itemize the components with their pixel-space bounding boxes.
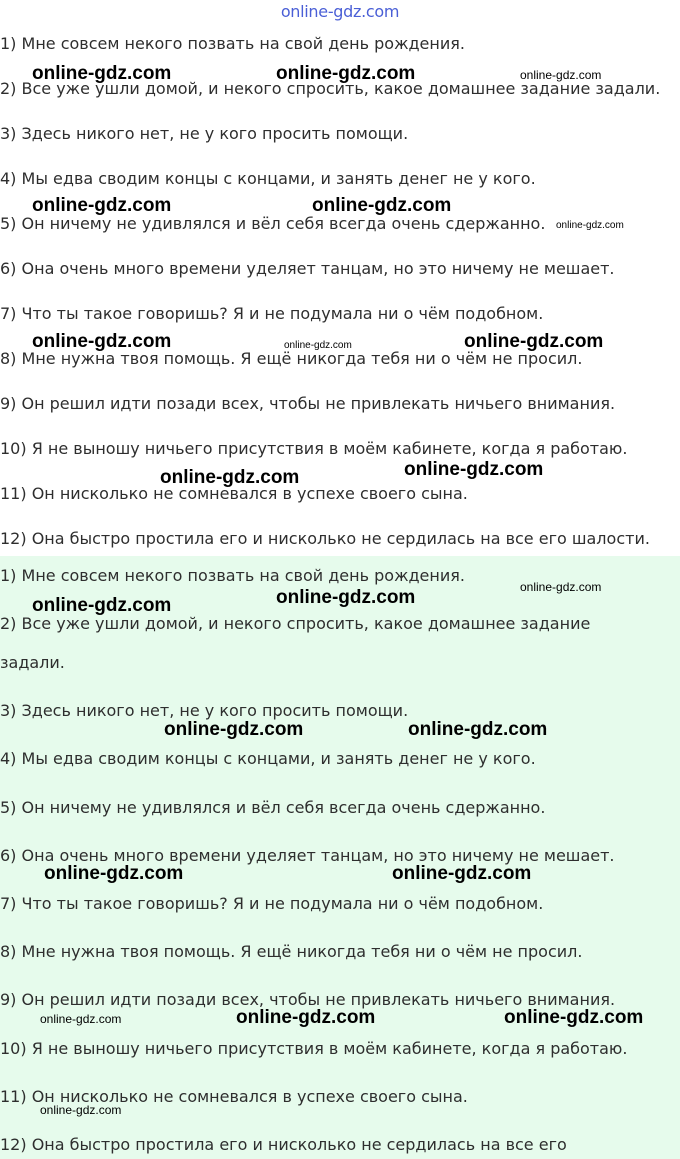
sentence-line: 2) Все уже ушли домой, и некого спросить, какое домашнее задание задали.: [0, 79, 661, 98]
watermark: online-gdz.com: [504, 1007, 644, 1028]
sentence-line: 10) Я не выношу ничьего присутствия в моём кабинете, когда я работаю.: [0, 1039, 628, 1058]
watermark: online-gdz.com: [40, 1103, 122, 1117]
sentence-line: 2) Все уже ушли домой, и некого спросить, какое домашнее задание: [0, 614, 591, 633]
watermark: online-gdz.com: [236, 1007, 376, 1028]
sentence-line: 1) Мне совсем некого позвать на свой день рождения.: [0, 34, 465, 53]
sentence-line: 10) Я не выношу ничьего присутствия в моём кабинете, когда я работаю.: [0, 439, 628, 458]
watermark: online-gdz.com: [164, 719, 304, 740]
sentence-line: 6) Она очень много времени уделяет танцам, но это ничему не мешает.: [0, 259, 615, 278]
watermark: online-gdz.com: [32, 331, 172, 352]
watermark: online-gdz.com: [32, 595, 172, 616]
sentence-line: задали.: [0, 653, 65, 672]
sentence-line: 7) Что ты такое говоришь? Я и не подумала ни о чём подобном.: [0, 894, 544, 913]
watermark: online-gdz.com: [408, 719, 548, 740]
sentence-line: 5) Он ничему не удивлялся и вёл себя всегда очень сдержанно.: [0, 798, 546, 817]
watermark: online-gdz.com: [520, 68, 602, 82]
sentence-line: 6) Она очень много времени уделяет танцам, но это ничему не мешает.: [0, 846, 615, 865]
sentence-line: 1) Мне совсем некого позвать на свой день рождения.: [0, 566, 465, 585]
sentence-line: 4) Мы едва сводим концы с концами, и занять денег не у кого.: [0, 749, 536, 768]
sentence-line: 3) Здесь никого нет, не у кого просить помощи.: [0, 124, 409, 143]
watermark: online-gdz.com: [404, 459, 544, 480]
watermark: online-gdz.com: [44, 863, 184, 884]
watermark: online-gdz.com: [160, 467, 300, 488]
sentence-line: 9) Он решил идти позади всех, чтобы не привлекать ничьего внимания.: [0, 990, 616, 1009]
sentence-line: 8) Мне нужна твоя помощь. Я ещё никогда тебя ни о чём не просил.: [0, 942, 583, 961]
watermark: online-gdz.com: [520, 580, 602, 594]
watermark: online-gdz.com: [556, 220, 624, 231]
watermark: online-gdz.com: [276, 587, 416, 608]
watermark: online-gdz.com: [32, 63, 172, 84]
sentence-line: 9) Он решил идти позади всех, чтобы не привлекать ничьего внимания.: [0, 394, 616, 413]
sentence-line: 12) Она быстро простила его и нисколько не сердилась на все его: [0, 1135, 567, 1154]
sentence-line: 4) Мы едва сводим концы с концами, и занять денег не у кого.: [0, 169, 536, 188]
sentence-line: 11) Он нисколько не сомневался в успехе своего сына.: [0, 1087, 468, 1106]
section-answer: [0, 556, 680, 1159]
watermark: online-gdz.com: [464, 331, 604, 352]
sentence-line: 8) Мне нужна твоя помощь. Я ещё никогда тебя ни о чём не просил.: [0, 349, 583, 368]
watermark: online-gdz.com: [40, 1012, 122, 1026]
watermark: online-gdz.com: [392, 863, 532, 884]
sentence-line: 7) Что ты такое говоришь? Я и не подумала ни о чём подобном.: [0, 304, 544, 323]
watermark: online-gdz.com: [32, 195, 172, 216]
watermark: online-gdz.com: [312, 195, 452, 216]
sentence-line: 12) Она быстро простила его и нисколько не сердилась на все его шалости.: [0, 529, 650, 548]
watermark: online-gdz.com: [284, 340, 352, 351]
sentence-line: 3) Здесь никого нет, не у кого просить помощи.: [0, 701, 409, 720]
sentence-line: 11) Он нисколько не сомневался в успехе своего сына.: [0, 484, 468, 503]
watermark: online-gdz.com: [276, 63, 416, 84]
header-watermark: online-gdz.com: [280, 2, 400, 21]
sentence-line: 5) Он ничему не удивлялся и вёл себя всегда очень сдержанно.: [0, 214, 546, 233]
